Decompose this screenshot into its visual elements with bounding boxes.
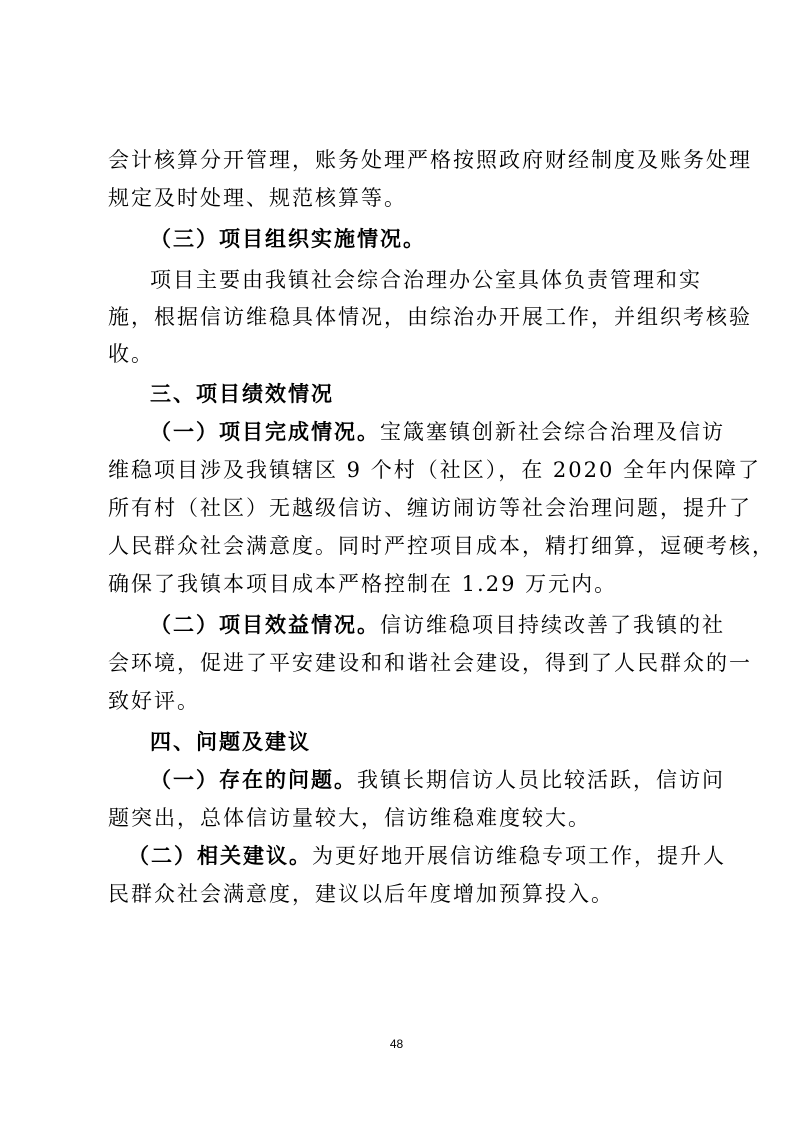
paragraph-line [150,416,725,448]
section-heading: （三）项目组织实施情况。 [150,227,426,251]
paragraph-line: 会计核算分开管理，账务处理严格按照政府财经制度及账务处理 [108,148,752,172]
paragraph-line [150,764,725,796]
paragraph-line [128,840,726,872]
paragraph-line: 所有村（社区）无越级信访、缠访闹访等社会治理问题，提升了 [108,496,752,520]
inline-heading: （一）存在的问题。 [150,768,357,792]
inline-heading: （二）项目效益情况。 [150,613,380,637]
inline-text: 宝箴塞镇创新社会综合治理及信访 [380,420,725,444]
inline-heading: （二）相关建议。 [128,844,312,868]
paragraph-line: 项目主要由我镇社会综合治理办公室具体负责管理和实 [150,268,702,292]
paragraph-line: 人民群众社会满意度。同时严控项目成本，精打细算，逗硬考核， [108,534,775,558]
inline-text: 信访维稳项目持续改善了我镇的社 [380,613,725,637]
inline-heading: （一）项目完成情况。 [150,420,380,444]
paragraph-line: 致好评。 [108,689,200,713]
paragraph-line: 收。 [108,342,154,366]
paragraph-line: 维稳项目涉及我镇辖区 9 个村（社区），在 2020 全年内保障了 [108,458,762,482]
paragraph-line: 民群众社会满意度，建议以后年度增加预算投入。 [108,882,614,906]
paragraph-line: 确保了我镇本项目成本严格控制在 1.29 万元内。 [108,572,618,596]
section-heading: 四、问题及建议 [150,730,311,754]
section-heading: 三、项目绩效情况 [150,382,334,406]
paragraph-line: 规定及时处理、规范核算等。 [108,186,407,210]
paragraph-line: 施，根据信访维稳具体情况，由综治办开展工作，并组织考核验 [108,305,752,329]
inline-text: 我镇长期信访人员比较活跃，信访问 [357,768,725,792]
inline-text: 为更好地开展信访维稳专项工作，提升人 [312,844,726,868]
paragraph-line: 题突出，总体信访量较大，信访维稳难度较大。 [108,806,591,830]
paragraph-line [150,609,725,641]
paragraph-line: 会环境，促进了平安建设和和谐社会建设，得到了人民群众的一 [108,651,752,675]
page-number: 48 [389,1037,404,1051]
